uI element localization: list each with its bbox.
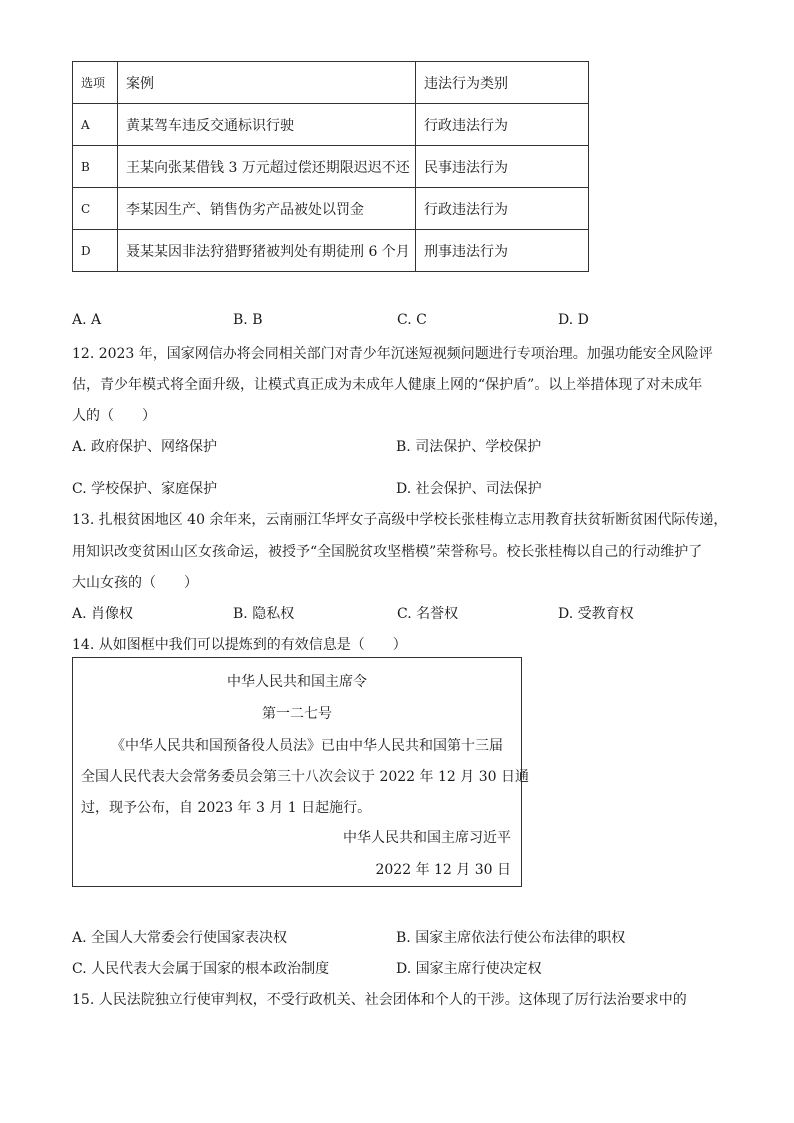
q12-stem-line-2: 估，青少年模式将全面升级，让模式真正成为未成年人健康上网的“保护盾”。以上举措体现了对未成年 [72, 377, 703, 393]
header-case: 案例 [118, 62, 416, 104]
row-option: D [73, 230, 118, 272]
q13-option-c[interactable]: C. 名誉权 [397, 606, 459, 622]
row-category: 行政违法行为 [416, 188, 589, 230]
header-category: 违法行为类别 [416, 62, 589, 104]
notice-body-line-3: 过，现予公布，自 2023 年 3 月 1 日起施行。 [81, 800, 372, 816]
q13-stem-line-3: 大山女孩的（ ） [72, 575, 198, 591]
q11-option-b[interactable]: B. B [233, 312, 263, 328]
table-row [73, 146, 589, 188]
presidential-order-box [72, 657, 529, 887]
row-option: A [73, 104, 118, 146]
table-header-row [73, 62, 589, 104]
q12-option-a[interactable]: A. 政府保护、网络保护 [72, 439, 218, 455]
q14-option-c[interactable]: C. 人民代表大会属于国家的根本政治制度 [72, 961, 330, 977]
q11-option-c[interactable]: C. C [397, 312, 427, 328]
q11-option-a[interactable]: A. A [72, 312, 102, 328]
q13-option-b[interactable]: B. 隐私权 [233, 606, 295, 622]
q14-stem: 14. 从如图框中我们可以提炼到的有效信息是（ ） [72, 637, 407, 653]
notice-body-line-1: 《中华人民共和国预备役人员法》已由中华人民共和国第十三届 [111, 738, 503, 754]
q12-option-c[interactable]: C. 学校保护、家庭保护 [72, 481, 218, 497]
q14-option-a[interactable]: A. 全国人大常委会行使国家表决权 [72, 930, 288, 946]
q13-option-a[interactable]: A. 肖像权 [72, 606, 134, 622]
q12-option-b[interactable]: B. 司法保护、学校保护 [396, 439, 542, 455]
table-row [73, 230, 589, 272]
row-category: 行政违法行为 [416, 104, 589, 146]
row-option: C [73, 188, 118, 230]
q11-option-d[interactable]: D. D [558, 312, 589, 328]
q14-option-d[interactable]: D. 国家主席行使决定权 [396, 961, 542, 977]
table-row [73, 104, 589, 146]
q12-option-d[interactable]: D. 社会保护、司法保护 [396, 481, 542, 497]
q12-stem-line-1: 12. 2023 年，国家网信办将会同相关部门对青少年沉迷短视频问题进行专项治理。加强功能安全风险评 [72, 346, 713, 362]
row-case: 黄某驾车违反交通标识行驶 [118, 104, 416, 146]
row-category: 刑事违法行为 [416, 230, 589, 272]
q12-stem-line-3: 人的（ ） [72, 408, 156, 424]
q15-stem: 15. 人民法院独立行使审判权，不受行政机关、社会团体和个人的干涉。这体现了厉行法治要求中的 [72, 992, 687, 1008]
row-case: 李某因生产、销售伪劣产品被处以罚金 [118, 188, 416, 230]
header-option: 选项 [73, 62, 118, 104]
row-option: B [73, 146, 118, 188]
q13-stem-line-1: 13. 扎根贫困地区 40 余年来，云南丽江华坪女子高级中学校长张桂梅立志用教育扶贫斩断贫困代际传递， [72, 512, 728, 528]
notice-signer: 中华人民共和国主席习近平 [343, 830, 511, 846]
notice-date: 2022 年 12 月 30 日 [375, 862, 511, 878]
table-row [73, 188, 589, 230]
q13-stem-line-2: 用知识改变贫困山区女孩命运，被授予“全国脱贫攻坚楷模”荣誉称号。校长张桂梅以自己的行动维护了 [72, 544, 703, 560]
row-case: 聂某某因非法狩猎野猪被判处有期徒刑 6 个月 [118, 230, 416, 272]
q14-option-b[interactable]: B. 国家主席依法行使公布法律的职权 [396, 930, 626, 946]
notice-title: 中华人民共和国主席令 [227, 674, 367, 690]
violation-cases-table [72, 61, 589, 272]
notice-number: 第一二七号 [262, 706, 332, 722]
notice-body-line-2: 全国人民代表大会常务委员会第三十八次会议于 2022 年 12 月 30 日通 [81, 769, 529, 785]
row-category: 民事违法行为 [416, 146, 589, 188]
q13-option-d[interactable]: D. 受教育权 [558, 606, 634, 622]
row-case: 王某向张某借钱 3 万元超过偿还期限迟迟不还 [118, 146, 416, 188]
